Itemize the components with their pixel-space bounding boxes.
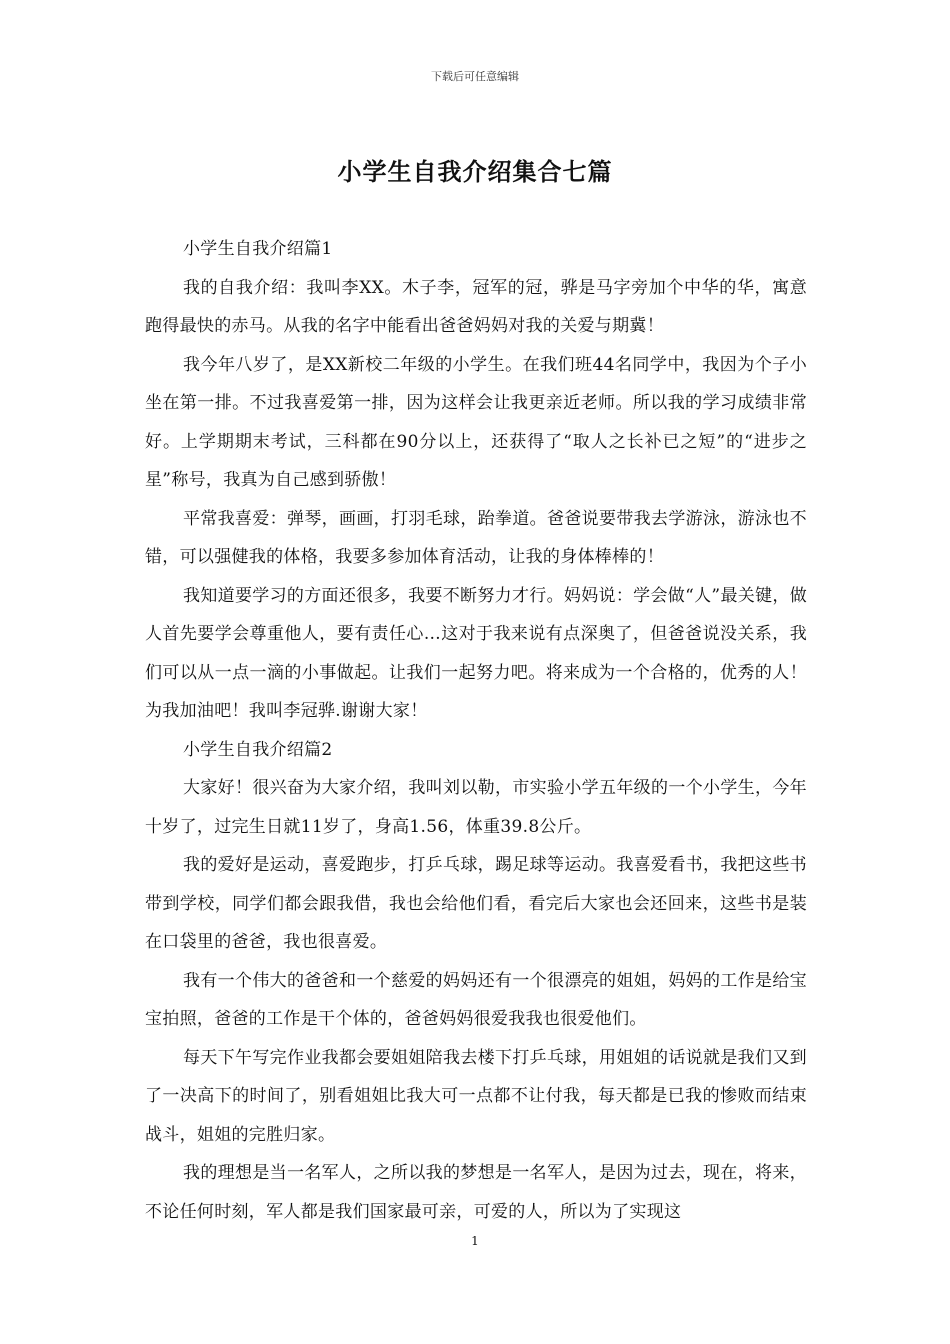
- page-number: 1: [471, 1234, 479, 1248]
- document-body: [145, 230, 807, 1231]
- document-title: 小学生自我介绍集合七篇: [337, 157, 613, 186]
- paragraph: 我今年八岁了，是XX新校二年级的小学生。在我们班44名同学中，我因为个子小坐在第一排。不过我喜爱第一排，因为这样会让我更亲近老师。所以我的学习成绩非常好。上学期期末考试，三科都在90分以上，还获得了“取人之长补已之短”的“进步之星”称号，我真为自己感到骄傲！: [145, 354, 807, 490]
- section-heading-2: 小学生自我介绍篇2: [183, 739, 333, 760]
- paragraph: 平常我喜爱：弹琴，画画，打羽毛球，跆拳道。爸爸说要带我去学游泳，游泳也不错，可以强健我的体格，我要多参加体育活动，让我的身体棒棒的！: [145, 508, 807, 567]
- paragraph: 每天下午写完作业我都会要姐姐陪我去楼下打乒乓球，用姐姐的话说就是我们又到了一决高下的时间了，别看姐姐比我大可一点都不让付我，每天都是已我的惨败而结束战斗，姐姐的完胜归家。: [145, 1047, 807, 1145]
- paragraph: 我的爱好是运动，喜爱跑步，打乒乓球，踢足球等运动。我喜爱看书，我把这些书带到学校，同学们都会跟我借，我也会给他们看，看完后大家也会还回来，这些书是装在口袋里的爸爸，我也很喜爱。: [145, 855, 807, 952]
- paragraph: 大家好！很兴奋为大家介绍，我叫刘以勒，市实验小学五年级的一个小学生，今年十岁了，过完生日就11岁了，身高1.56，体重39.8公斤。: [145, 778, 807, 837]
- paragraph: 我有一个伟大的爸爸和一个慈爱的妈妈还有一个很漂亮的姐姐，妈妈的工作是给宝宝拍照，爸爸的工作是干个体的，爸爸妈妈很爱我我也很爱他们。: [145, 970, 807, 1029]
- paragraph: 我的理想是当一名军人，之所以我的梦想是一名军人，是因为过去，现在，将来，不论任何时刻，军人都是我们国家最可亲，可爱的人，所以为了实现这: [145, 1163, 807, 1222]
- section-heading-1: 小学生自我介绍篇1: [183, 239, 333, 259]
- paragraph: 我知道要学习的方面还很多，我要不断努力才行。妈妈说：学会做“人”最关键，做人首先要学会尊重他人，要有责任心…这对于我来说有点深奥了，但爸爸说没关系，我们可以从一点一滴的小事做起。让我们一起努力吧。将来成为一个合格的，优秀的人！为我加油吧！我叫李冠骅.谢谢大家！: [145, 585, 807, 721]
- header-note: 下载后可任意编辑: [431, 70, 519, 83]
- paragraph: 我的自我介绍：我叫李XX。木子李，冠军的冠，骅是马字旁加个中华的华，寓意跑得最快的赤马。从我的名字中能看出爸爸妈妈对我的关爱与期冀！: [145, 277, 807, 336]
